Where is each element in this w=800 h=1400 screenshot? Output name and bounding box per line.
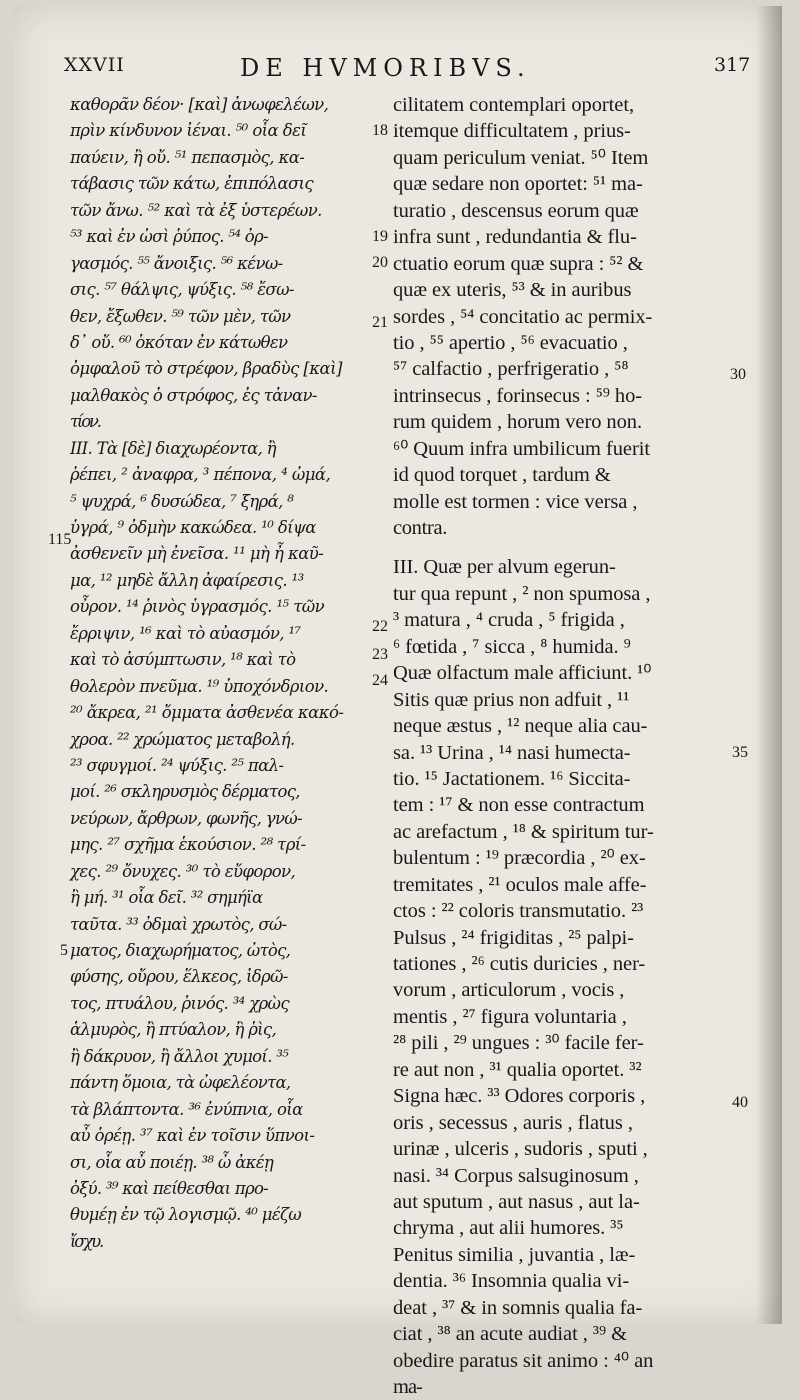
- latin-text-line: deat , ³⁷ & in somnis qualia fa-: [393, 1296, 643, 1319]
- greek-text-line: ῥέπει, ² ἀναφρα, ³ πέπονα, ⁴ ὠμά,: [70, 465, 331, 485]
- greek-text-line: νεύρων, ἄρθρων, φωνῆς, γνώ-: [70, 808, 302, 828]
- latin-text-line: sa. ¹³ Urina , ¹⁴ nasi humecta-: [393, 741, 631, 764]
- latin-text-line: chryma , aut alii humores. ³⁵: [393, 1217, 624, 1240]
- margin-number: 21: [372, 314, 388, 331]
- margin-number: 40: [732, 1094, 748, 1111]
- latin-text-line: sordes , ⁵⁴ concitatio ac permix-: [393, 305, 653, 328]
- book-page: [14, 6, 782, 1398]
- latin-text-line: molle est tormen : vice versa ,: [393, 490, 638, 513]
- latin-text-line: vorum , articulorum , vocis ,: [393, 979, 625, 1002]
- margin-number: 35: [732, 744, 748, 761]
- greek-text-line: σις. ⁵⁷ θάλψις, ψύξις. ⁵⁸ ἔσω-: [70, 280, 294, 300]
- latin-text-line: bulentum : ¹⁹ præcordia , ²⁰ ex-: [393, 847, 646, 870]
- latin-text-line: tem : ¹⁷ & non esse contractum: [393, 794, 645, 817]
- latin-text-line: urinæ , ulceris , sudoris , sputi ,: [393, 1138, 648, 1161]
- latin-text-line: contra.: [393, 517, 448, 539]
- greek-text-line: οὖρον. ¹⁴ ῥινὸς ὑγρασμός. ¹⁵ τῶν: [70, 597, 325, 617]
- greek-text-line: πάντη ὅμοια, τὰ ὠφελέοντα,: [70, 1073, 291, 1093]
- latin-text-line: obedire paratus sit animo : ⁴⁰ an: [393, 1349, 654, 1372]
- latin-text-line: id quod torquet , tardum &: [393, 464, 611, 487]
- latin-text-line: Signa hæc. ³³ Odores corporis ,: [393, 1085, 646, 1108]
- greek-text-line: ²⁰ ἄκρεα, ²¹ ὄμματα ἀσθενέα κακό-: [70, 703, 344, 723]
- greek-text-line: ἢ μή. ³¹ οἷα δεῖ. ³² σημήϊα: [70, 888, 263, 908]
- latin-text-line: quæ ex uteris, ⁵³ & in auribus: [393, 279, 632, 302]
- greek-text-line: ὀξύ. ³⁹ καὶ πείθεσθαι προ-: [70, 1178, 269, 1198]
- latin-text-line: Penitus similia , juvantia , læ-: [393, 1243, 636, 1266]
- latin-text-line: ²⁸ pili , ²⁹ ungues : ³⁰ facile fer-: [393, 1032, 644, 1055]
- greek-text-line: τῶν ἄνω. ⁵² καὶ τὰ ἐξ ὑστερέων.: [70, 200, 322, 220]
- greek-text-line: καὶ τὸ ἀσύμπτωσιν, ¹⁸ καὶ τὸ: [70, 650, 296, 670]
- greek-text-line: ἁλμυρὸς, ἢ πτύαλον, ἢ ῥὶς,: [70, 1020, 276, 1040]
- greek-text-line: τάβασις τῶν κάτω, ἐπιπόλασις: [70, 174, 313, 194]
- greek-text-line: καθορᾶν δέον· [καὶ] ἀνωφελέων,: [70, 95, 329, 114]
- latin-text-line: ctuatio eorum quæ supra : ⁵² &: [393, 252, 644, 275]
- page-number: 317: [714, 54, 751, 76]
- chapter-number: XXVII: [64, 54, 125, 76]
- latin-text-line: ³ matura , ⁴ cruda , ⁵ frigida ,: [393, 609, 625, 632]
- greek-text-line: σι, οἷα αὖ ποιέῃ. ³⁸ ὦ ἀκέῃ: [70, 1152, 274, 1172]
- latin-text-line: Pulsus , ²⁴ frigiditas , ²⁵ palpi-: [393, 926, 634, 949]
- latin-text-line: ⁵⁷ calfactio , perfrigeratio , ⁵⁸: [393, 358, 629, 381]
- greek-text-line: δ᾽ οὔ. ⁶⁰ ὁκόταν ἐν κάτωθεν: [70, 332, 288, 352]
- latin-text-line: nasi. ³⁴ Corpus salsuginosum ,: [393, 1164, 639, 1187]
- latin-text-line: ac arefactum , ¹⁸ & spiritum tur-: [393, 820, 654, 843]
- page-gutter-shadow: [756, 6, 782, 1324]
- latin-text-line: intrinsecus , forinsecus : ⁵⁹ ho-: [393, 384, 643, 407]
- greek-text-line: ἀσθενεῖν μὴ ἐνεῖσα. ¹¹ μὴ ἦ καῦ-: [70, 544, 324, 564]
- latin-text-line: ma-: [393, 1376, 422, 1398]
- greek-text-line: μοί. ²⁶ σκληρυσμὸς δέρματος,: [70, 782, 300, 802]
- greek-text-line: III. Τὰ [δὲ] διαχωρέοντα, ἢ: [70, 438, 276, 458]
- latin-text-line: tremitates , ²¹ oculos male affe-: [393, 873, 647, 896]
- greek-text-line: πρὶν κίνδυνον ἰέναι. ⁵⁰ οἷα δεῖ: [70, 121, 307, 141]
- latin-text-line: quæ sedare non oportet: ⁵¹ ma-: [393, 173, 643, 196]
- latin-text-line: re aut non , ³¹ qualia oportet. ³²: [393, 1058, 642, 1081]
- greek-text-line: ⁵³ καὶ ἐν ὠσὶ ῥύπος. ⁵⁴ ὀρ-: [70, 227, 268, 247]
- latin-text-line: tur qua repunt , ² non spumosa ,: [393, 582, 651, 605]
- greek-text-line: τὰ βλάπτοντα. ³⁶ ἐνύπνια, οἷα: [70, 1099, 303, 1119]
- latin-text-column: [393, 92, 729, 1400]
- greek-text-line: τίον.: [70, 412, 100, 432]
- greek-text-line: χες. ²⁹ ὄνυχες. ³⁰ τὸ εὔφορον,: [70, 861, 296, 881]
- greek-text-line: θολερὸν πνεῦμα. ¹⁹ ὑποχόνδριον.: [70, 676, 329, 696]
- greek-text-line: ὑγρά, ⁹ ὀδμὴν κακώδεα. ¹⁰ δίψα: [70, 518, 316, 537]
- latin-text-line: quam periculum veniat. ⁵⁰ Item: [393, 146, 649, 169]
- margin-number: 22: [372, 618, 388, 635]
- greek-text-line: ματος, διαχωρήματος, ὠτὸς,: [70, 941, 291, 960]
- latin-text-line: infra sunt , redundantia & flu-: [393, 226, 637, 249]
- latin-text-line: Sitis quæ prius non adfuit , ¹¹: [393, 688, 630, 711]
- greek-text-line: ὀμφαλοῦ τὸ στρέφον, βραδὺς [καὶ]: [70, 359, 342, 379]
- greek-text-line: ταῦτα. ³³ ὀδμαὶ χρωτὸς, σώ-: [70, 914, 287, 934]
- margin-number: 23: [372, 646, 388, 663]
- margin-number: 18: [372, 122, 388, 139]
- greek-text-line: ἢ δάκρυον, ἢ ἄλλοι χυμοί. ³⁵: [70, 1046, 289, 1066]
- latin-text-line: aut sputum , aut nasus , aut la-: [393, 1190, 640, 1213]
- latin-text-line: turatio , descensus eorum quæ: [393, 199, 639, 222]
- latin-text-line: cilitatem contemplari oportet,: [393, 94, 634, 116]
- margin-number: 5: [60, 942, 68, 959]
- latin-text-line: [393, 541, 729, 554]
- greek-text-line: θεν, ἔξωθεν. ⁵⁹ τῶν μὲν, τῶν: [70, 306, 291, 326]
- latin-text-line: ciat , ³⁸ an acute audiat , ³⁹ &: [393, 1323, 627, 1346]
- margin-number: 19: [372, 228, 388, 245]
- running-title: DE HVMORIBVS.: [240, 54, 531, 82]
- greek-text-line: μης. ²⁷ σχῆμα ἑκούσιον. ²⁸ τρί-: [70, 835, 306, 855]
- latin-text-line: itemque difficultatem , prius-: [393, 120, 631, 143]
- latin-text-line: mentis , ²⁷ figura voluntaria ,: [393, 1005, 627, 1028]
- latin-text-line: rum quidem , horum vero non.: [393, 411, 643, 434]
- latin-text-line: neque æstus , ¹² neque alia cau-: [393, 715, 648, 738]
- latin-text-line: ctos : ²² coloris transmutatio. ²³: [393, 900, 644, 923]
- margin-number: 24: [372, 672, 388, 689]
- greek-text-line: τος, πτυάλου, ῥινός. ³⁴ χρὼς: [70, 993, 289, 1013]
- latin-text-line: tio , ⁵⁵ apertio , ⁵⁶ evacuatio ,: [393, 331, 628, 354]
- margin-number: 115: [48, 531, 72, 548]
- greek-text-line: αὖ ὁρέῃ. ³⁷ καὶ ἐν τοῖσιν ὕπνοι-: [70, 1126, 315, 1146]
- greek-text-line: μαλθακὸς ὁ στρόφος, ἐς τἀναν-: [70, 385, 317, 405]
- greek-text-line: ἴσχυ.: [70, 1231, 103, 1251]
- latin-text-line: Quæ olfactum male afficiunt. ¹⁰: [393, 662, 652, 685]
- greek-text-line: μα, ¹² μηδὲ ἄλλη ἀφαίρεσις. ¹³: [70, 570, 304, 590]
- latin-text-line: ⁶⁰ Quum infra umbilicum fuerit: [393, 437, 650, 460]
- running-header: [14, 54, 782, 84]
- greek-text-column: [70, 92, 388, 1255]
- greek-text-line: παύειν, ἢ οὔ. ⁵¹ πεπασμὸς, κα-: [70, 147, 305, 167]
- latin-text-line: tationes , ²⁶ cutis duricies , ner-: [393, 953, 646, 975]
- latin-text-line: tio. ¹⁵ Jactationem. ¹⁶ Siccita-: [393, 767, 631, 790]
- greek-text-line: θυμέῃ ἐν τῷ λογισμῷ. ⁴⁰ μέζω: [70, 1205, 302, 1225]
- latin-text-line: dentia. ³⁶ Insomnia qualia vi-: [393, 1270, 630, 1293]
- margin-number: 20: [372, 254, 388, 271]
- margin-number: 30: [730, 366, 746, 383]
- greek-text-line: γασμός. ⁵⁵ ἄνοιξις. ⁵⁶ κένω-: [70, 253, 283, 273]
- greek-text-line: ⁵ ψυχρά, ⁶ δυσώδεα, ⁷ ξηρά, ⁸: [70, 491, 294, 511]
- greek-text-line: ἔρριψιν, ¹⁶ καὶ τὸ αὐασμόν, ¹⁷: [70, 623, 301, 643]
- latin-text-line: oris , secessus , auris , flatus ,: [393, 1111, 633, 1134]
- greek-text-line: ²³ σφυγμοί. ²⁴ ψύξις. ²⁵ παλ-: [70, 755, 284, 775]
- greek-text-line: χροα. ²² χρώματος μεταβολή.: [70, 729, 295, 749]
- latin-text-line: III. Quæ per alvum egerun-: [393, 556, 616, 579]
- latin-text-line: ⁶ fœtida , ⁷ sicca , ⁸ humida. ⁹: [393, 635, 631, 658]
- greek-text-line: φύσης, οὔρου, ἕλκεος, ἱδρῶ-: [70, 967, 288, 987]
